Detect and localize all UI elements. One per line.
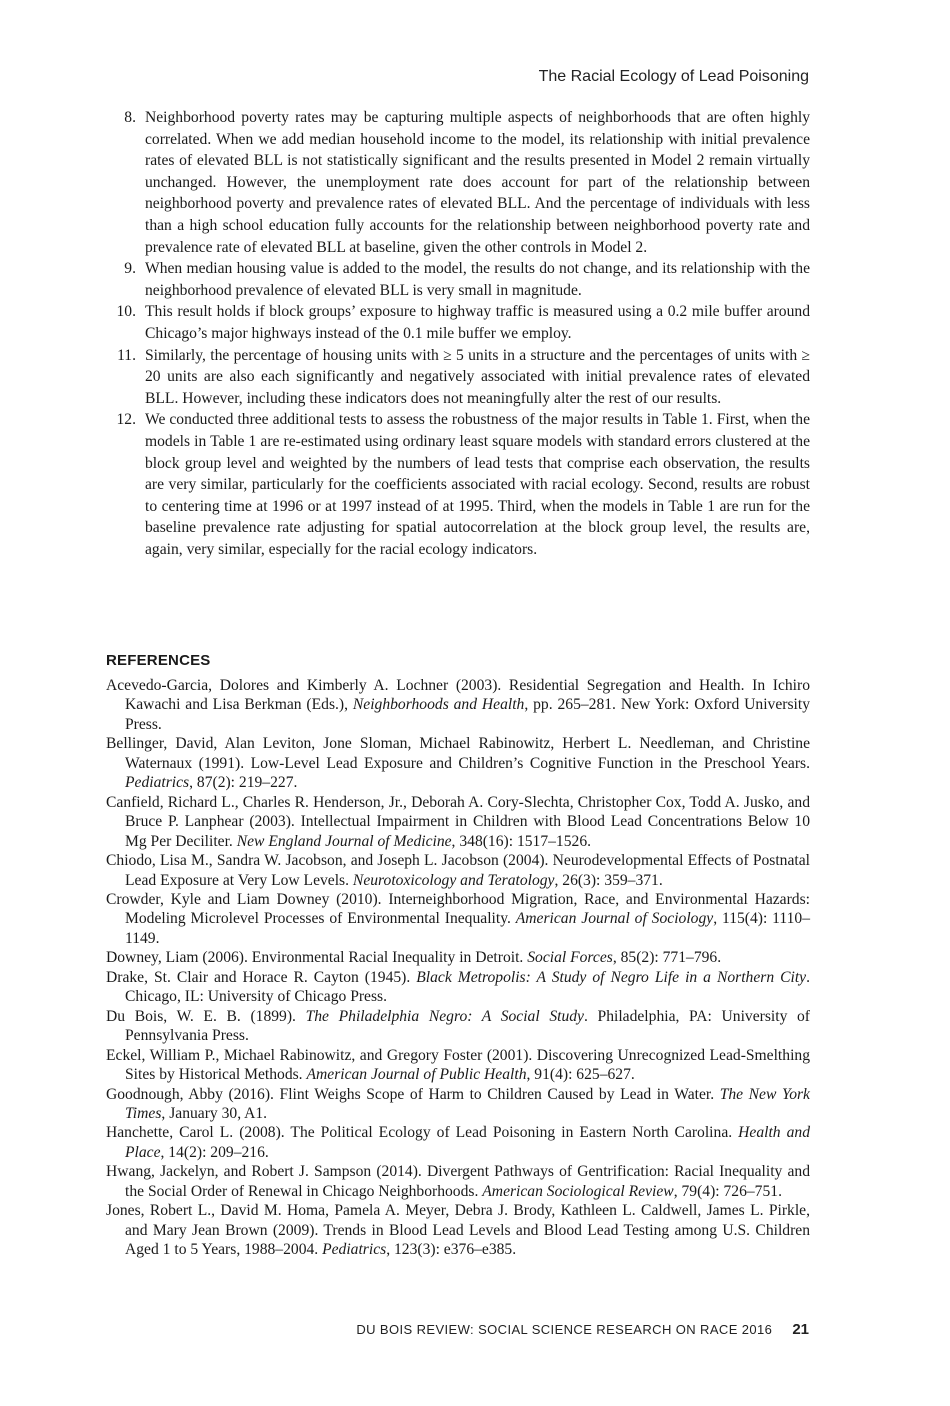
page-footer — [356, 1321, 809, 1338]
reference-text: Hwang, Jackelyn, and Robert J. Sampson (2014). Divergent Pathways of Gentrification: Racial Inequality and the Social Order of Renewal in Chicago Neighborhoods. — [106, 1163, 810, 1200]
endnotes-list — [106, 107, 810, 560]
reference-source: American Journal of Sociology — [515, 910, 714, 928]
running-head: The Racial Ecology of Lead Poisoning — [538, 68, 809, 85]
reference-text: Du Bois, W. E. B. (1899). — [106, 1007, 306, 1025]
reference-entry — [106, 1085, 810, 1124]
reference-text: Canfield, Richard L., Charles R. Henderson, Jr., Deborah A. Cory-Slechta, Christopher Cox, Todd A. Jusko, and Bruce P. Lanphear (2003). Intellectual Impairment in Children with Blood Lead Concentrations Below 10 Mg Per Deciliter. — [106, 793, 810, 850]
reference-source: New England Journal of Medicine — [236, 832, 452, 850]
reference-source: Neurotoxicology and Teratology — [352, 871, 555, 889]
endnote — [106, 301, 810, 344]
endnote-text: This result holds if block groups’ exposure to highway traffic is measured using a 0.2 mile buffer around Chicago’s major highways instead of the 0.1 mile buffer we employ. — [145, 303, 810, 342]
reference-entry — [106, 734, 810, 792]
reference-text: Hanchette, Carol L. (2008). The Political Ecology of Lead Poisoning in Eastern North Carolina. — [106, 1124, 739, 1142]
reference-details: , January 30, A1. — [161, 1104, 268, 1122]
reference-text: Drake, St. Clair and Horace R. Cayton (1945). — [106, 968, 417, 986]
page-number: 21 — [792, 1321, 809, 1338]
reference-details: , 123(3): e376–e385. — [386, 1241, 517, 1259]
reference-source: Social Forces — [527, 949, 613, 967]
endnote-number: 12. — [116, 411, 136, 429]
reference-text: Acevedo-Garcia, Dolores and Kimberly A. Lochner (2003). Residential Segregation and Health. In Ichiro Kawachi and Lisa Berkman (Eds.), — [106, 677, 810, 714]
reference-text: Bellinger, David, Alan Leviton, Jone Sloman, Michael Rabinowitz, Herbert L. Needleman, and Christine Waternaux (1991). Low-Level Lead Exposure and Children’s Cognitive Function in the Preschool Years. — [106, 735, 810, 772]
reference-source: Pediatrics — [322, 1241, 387, 1259]
reference-source: American Journal of Public Health — [306, 1066, 527, 1084]
references-heading: REFERENCES — [106, 652, 211, 669]
reference-details: , 85(2): 771–796. — [612, 949, 722, 967]
reference-entry — [106, 1162, 810, 1201]
reference-entry — [106, 968, 810, 1007]
endnote-number: 8. — [124, 109, 136, 126]
reference-entry — [106, 676, 810, 734]
reference-details: . Chicago, IL: University of Chicago Press. — [125, 968, 811, 1006]
reference-entry — [106, 793, 810, 851]
reference-source: American Sociological Review — [482, 1182, 674, 1200]
reference-text: Goodnough, Abby (2016). Flint Weighs Scope of Harm to Children Caused by Lead in Water. — [106, 1085, 720, 1103]
endnote — [106, 258, 810, 301]
reference-entry — [106, 1007, 810, 1046]
reference-details: . Philadelphia, PA: University of Pennsylvania Press. — [125, 1007, 811, 1045]
reference-source: The Philadelphia Negro: A Social Study — [305, 1007, 584, 1025]
reference-text: Chiodo, Lisa M., Sandra W. Jacobson, and Joseph L. Jacobson (2004). Neurodevelopmental Effects of Postnatal Lead Exposure at Very Low Levels. — [106, 852, 810, 889]
reference-text: Downey, Liam (2006). Environmental Racial Inequality in Detroit. — [106, 949, 528, 967]
reference-text: Crowder, Kyle and Liam Downey (2010). Interneighborhood Migration, Race, and Environmental Hazards: Modeling Microlevel Processes of Environmental Inequality. — [106, 890, 810, 928]
reference-entry — [106, 1123, 810, 1162]
reference-entry — [106, 948, 810, 967]
endnote-text: We conducted three additional tests to assess the robustness of the major results in Table 1. First, when the models in Table 1 are re-estimated using ordinary least square models with standard errors clustered at the block group level and weighted by the numbers of lead tests that comprise each observation, the results are very similar, particularly for the coefficients associated with racial ecology. Second, results are robust to centering time at 1996 or at 1997 instead of at 1995. Third, when the models in Table 1 are run for the baseline prevalence rate adjusting for spatial autocorrelation at the block group level, the results are, again, very similar, especially for the racial ecology indicators. — [145, 411, 810, 558]
reference-entry — [106, 1046, 810, 1085]
reference-details: , pp. 265–281. New York: Oxford University Press. — [125, 696, 810, 733]
reference-text: Jones, Robert L., David M. Homa, Pamela A. Meyer, Debra J. Brody, Kathleen L. Caldwell, James L. Pirkle, and Mary Jean Brown (2009). Trends in Blood Lead Levels and Blood Lead Testing among U.S. Children Aged 1 to 5 Years, 1988–2004. — [106, 1202, 810, 1259]
reference-details: , 14(2): 209–216. — [160, 1143, 269, 1161]
reference-details: , 115(4): 1110–1149. — [125, 910, 811, 947]
endnote — [106, 345, 810, 410]
reference-details: , 26(3): 359–371. — [554, 871, 663, 889]
endnote-number: 9. — [124, 260, 136, 278]
reference-text: Eckel, William P., Michael Rabinowitz, and Gregory Foster (2001). Discovering Unrecognized Lead-Smelthing Sites by Historical Methods. — [106, 1046, 810, 1084]
reference-entry — [106, 851, 810, 890]
endnote — [106, 409, 810, 560]
endnote-number: 11. — [117, 346, 136, 364]
reference-details: , 79(4): 726–751. — [673, 1182, 782, 1200]
endnote-text: When median housing value is added to the model, the results do not change, and its relationship with the neighborhood prevalence of elevated BLL is very small in magnitude. — [145, 260, 810, 299]
reference-source: Health and Place — [125, 1124, 811, 1161]
reference-source: Black Metropolis: A Study of Negro Life in a Northern City — [416, 968, 807, 986]
reference-source: The New York Times — [125, 1085, 810, 1122]
reference-source: Neighborhoods and Health — [352, 696, 525, 714]
endnote-text: Similarly, the percentage of housing units with ≥ 5 units in a structure and the percentages of units with ≥ 20 units are also each significantly and negatively associated with initial prevalence rates of elevated BLL. However, including these indicators does not meaningfully alter the rest of our results. — [145, 346, 810, 407]
reference-entry — [106, 890, 810, 948]
references-list — [106, 676, 810, 1260]
reference-details: , 87(2): 219–227. — [189, 774, 298, 792]
reference-details: , 348(16): 1517–1526. — [451, 832, 592, 850]
endnote — [106, 107, 810, 258]
endnote-number: 10. — [116, 303, 136, 321]
reference-details: , 91(4): 625–627. — [526, 1066, 635, 1084]
reference-entry — [106, 1201, 810, 1259]
reference-source: Pediatrics — [125, 774, 190, 792]
endnote-text: Neighborhood poverty rates may be capturing multiple aspects of neighborhoods that are often highly correlated. When we add median household income to the model, its relationship with initial prevalence rates of elevated BLL is not statistically significant and the results presented in Model 2 remain virtually unchanged. However, the unemployment rate does account for part of the relationship between neighborhood poverty and prevalence rates of elevated BLL. And the percentage of individuals with less than a high school education fully accounts for the relationship between neighborhood poverty rate and prevalence rate of elevated BLL at baseline, given the other controls in Model 2. — [145, 109, 810, 256]
journal-title: DU BOIS REVIEW: SOCIAL SCIENCE RESEARCH ON RACE 2016 — [356, 1322, 773, 1337]
